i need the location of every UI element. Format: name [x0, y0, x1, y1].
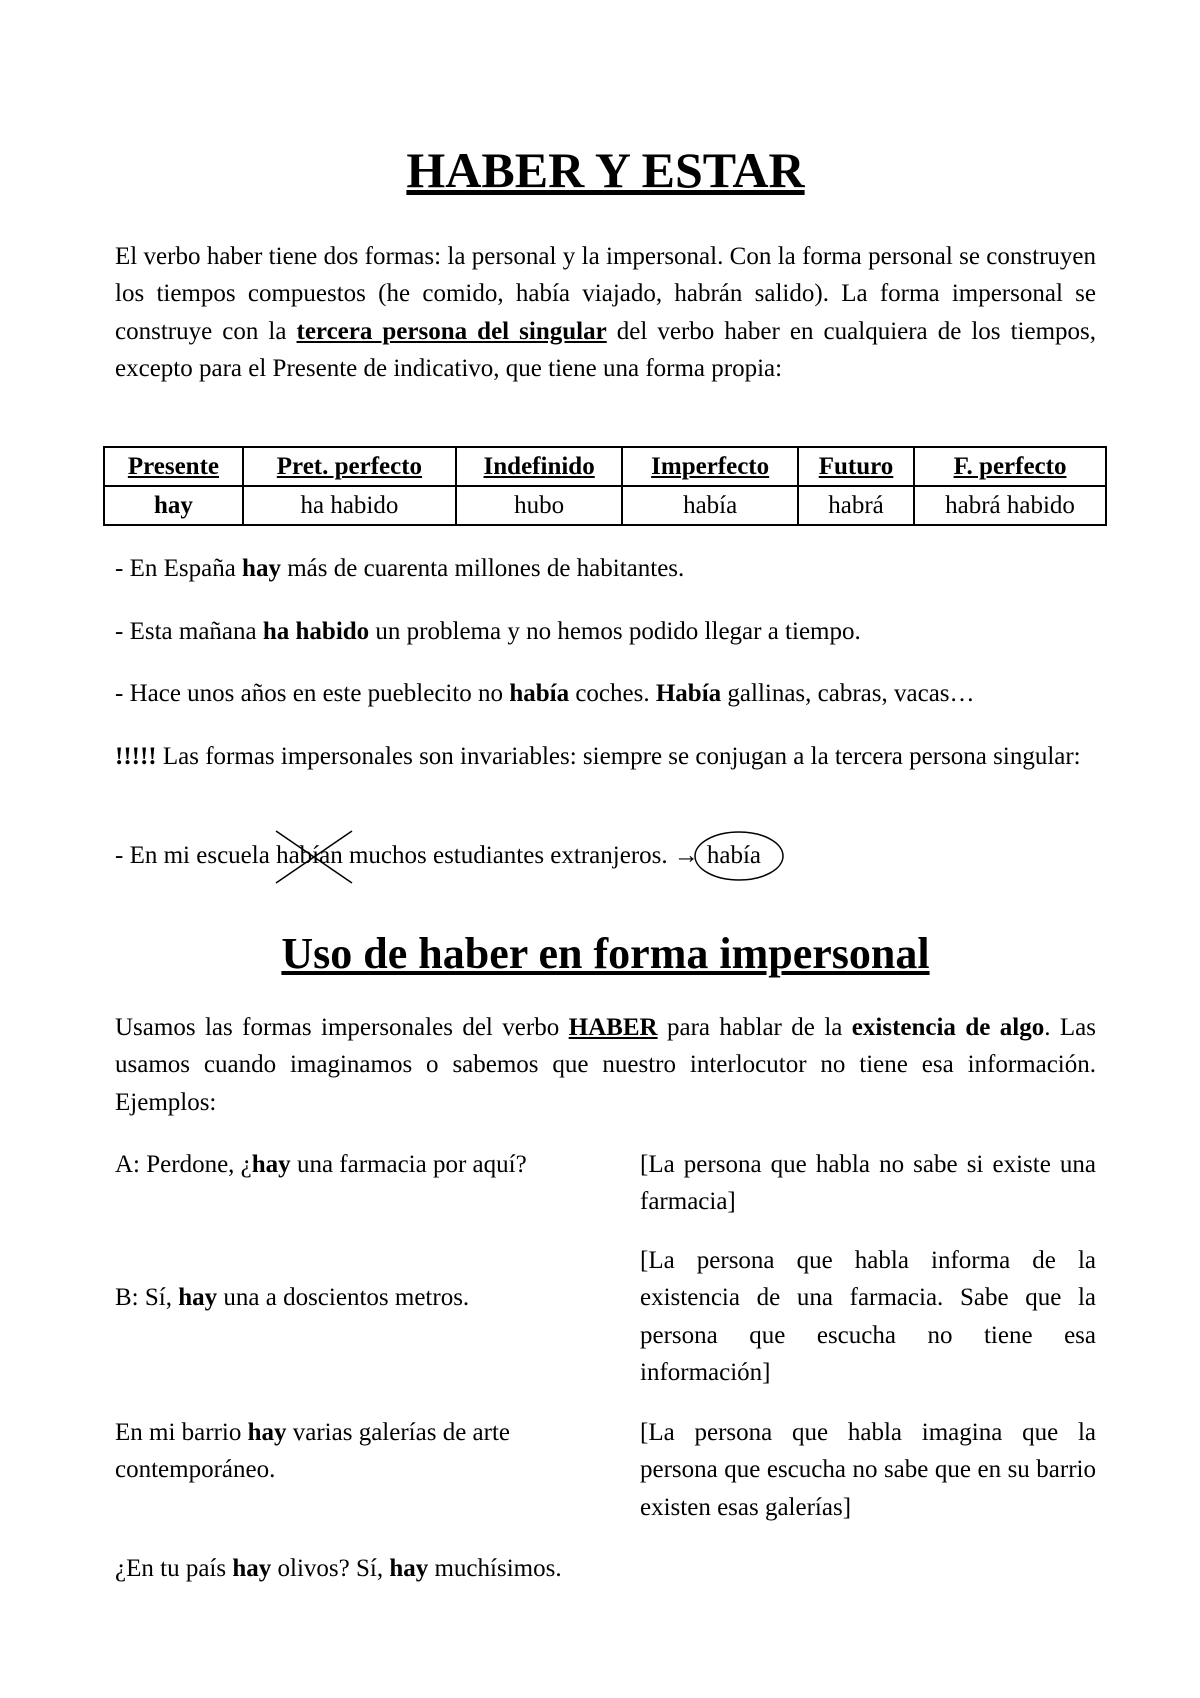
example-text: gallinas, cabras, vacas…: [721, 680, 975, 707]
cross-out-mark: [268, 829, 360, 885]
final-text: muchísimos.: [428, 1555, 562, 1582]
dialogue-text: A: Perdone, ¿: [115, 1151, 252, 1178]
table-cell: hay: [104, 486, 243, 525]
example-bold: ha habido: [262, 618, 370, 645]
intro-paragraph: [115, 238, 1096, 387]
example-dialogue: [115, 1414, 569, 1489]
crossed-out-word: [276, 837, 343, 874]
crossed-example: [115, 837, 1096, 874]
usage-text: para hablar de la: [657, 1014, 852, 1041]
example-explanation: [La persona que habla no sabe si existe una farmacia]: [640, 1151, 1096, 1216]
warning-marks: !!!!!: [115, 743, 157, 770]
circled-word: [699, 837, 769, 874]
arrow-icon: →: [673, 842, 699, 869]
dialogue-bold: hay: [251, 1151, 291, 1178]
page-title: HABER Y ESTAR: [406, 142, 805, 198]
example-bold: Había: [655, 680, 722, 707]
example-dialogue: [115, 1279, 569, 1316]
crossed-example-text: - En mi escuela: [115, 842, 277, 869]
dialogue-bold: hay: [178, 1284, 218, 1311]
example-explanation: [La persona que habla imagina que la persona que escucha no sabe que en su barrio existen esas galerías]: [640, 1419, 1096, 1521]
wrong-form: habían: [276, 842, 343, 869]
example-text: - Hace unos años en este pueblecito no: [115, 680, 510, 707]
conjugation-table: [103, 446, 1107, 526]
dialogue-text: una a doscientos metros.: [217, 1284, 470, 1311]
example-text: - En España: [115, 555, 243, 582]
example-text: más de cuarenta millones de habitantes.: [280, 555, 685, 582]
dialogue-bold: hay: [247, 1419, 287, 1446]
table-cell: habrá: [798, 486, 914, 525]
example-text: un problema y no hemos podido llegar a tiempo.: [369, 618, 861, 645]
table-cell: ha habido: [243, 486, 456, 525]
final-text: olivos? Sí,: [271, 1555, 390, 1582]
table-header-cell: F. perfecto: [914, 447, 1106, 486]
usage-verb: HABER: [568, 1014, 658, 1041]
table-header-row: [104, 447, 1106, 486]
dialogue-text: En mi barrio: [115, 1419, 248, 1446]
example-line: [115, 550, 1096, 587]
final-bold: hay: [232, 1555, 272, 1582]
intro-text-1: El verbo haber tiene dos formas: la personal y la impersonal. Con la forma personal se construyen los tiempos compuestos (he comido, había viajado, habrán salido). La forma impersonal se construye con la: [115, 243, 1096, 345]
section-heading: Uso de haber en forma impersonal: [281, 929, 930, 978]
example-bold: había: [509, 680, 570, 707]
table-cell: había: [622, 486, 798, 525]
usage-bold: existencia de algo: [851, 1014, 1045, 1041]
table-header-cell: Presente: [104, 447, 243, 486]
example-line: [115, 675, 1096, 712]
table-header-cell: Futuro: [798, 447, 914, 486]
circle-mark: [693, 829, 785, 883]
crossed-example-text: muchos estudiantes extranjeros.: [342, 842, 674, 869]
warning-paragraph: [115, 738, 1096, 775]
intro-highlight: tercera persona del singular: [296, 317, 607, 345]
example-text: coches.: [569, 680, 656, 707]
example-dialogue: [115, 1146, 569, 1183]
usage-paragraph: [115, 1009, 1096, 1121]
dialogue-text: varias galerías de arte contemporáneo.: [115, 1419, 511, 1484]
example-bold: hay: [242, 555, 281, 582]
final-example: [115, 1550, 1096, 1587]
example-explanation: [La persona que habla informa de la existencia de una farmacia. Sabe que la persona que escucha no tiene esa información]: [640, 1247, 1096, 1386]
table-cell: habrá habido: [914, 486, 1106, 525]
correct-form: había: [706, 842, 762, 869]
table-header-cell: Imperfecto: [622, 447, 798, 486]
table-header-cell: Pret. perfecto: [243, 447, 456, 486]
table-header-cell: Indefinido: [456, 447, 622, 486]
example-line: [115, 613, 1096, 650]
dialogue-text: una farmacia por aquí?: [290, 1151, 527, 1178]
final-text: ¿En tu país: [115, 1555, 233, 1582]
table-cell: hubo: [456, 486, 622, 525]
example-text: - Esta mañana: [115, 618, 263, 645]
final-bold: hay: [389, 1555, 429, 1582]
table-row: [104, 486, 1106, 525]
dialogue-text: B: Sí,: [115, 1284, 179, 1311]
usage-text: . Las usamos cuando imaginamos o sabemos que nuestro interlocutor no tiene esa información. Ejemplos:: [115, 1014, 1097, 1116]
intro-text-2: del verbo haber en cualquiera de los tiempos, excepto para el Presente de indicativo, que tiene una forma propia:: [115, 317, 1096, 382]
warning-text: Las formas impersonales son invariables: siempre se conjugan a la tercera persona singular:: [156, 743, 1081, 770]
usage-text: Usamos las formas impersonales del verbo: [115, 1014, 569, 1041]
